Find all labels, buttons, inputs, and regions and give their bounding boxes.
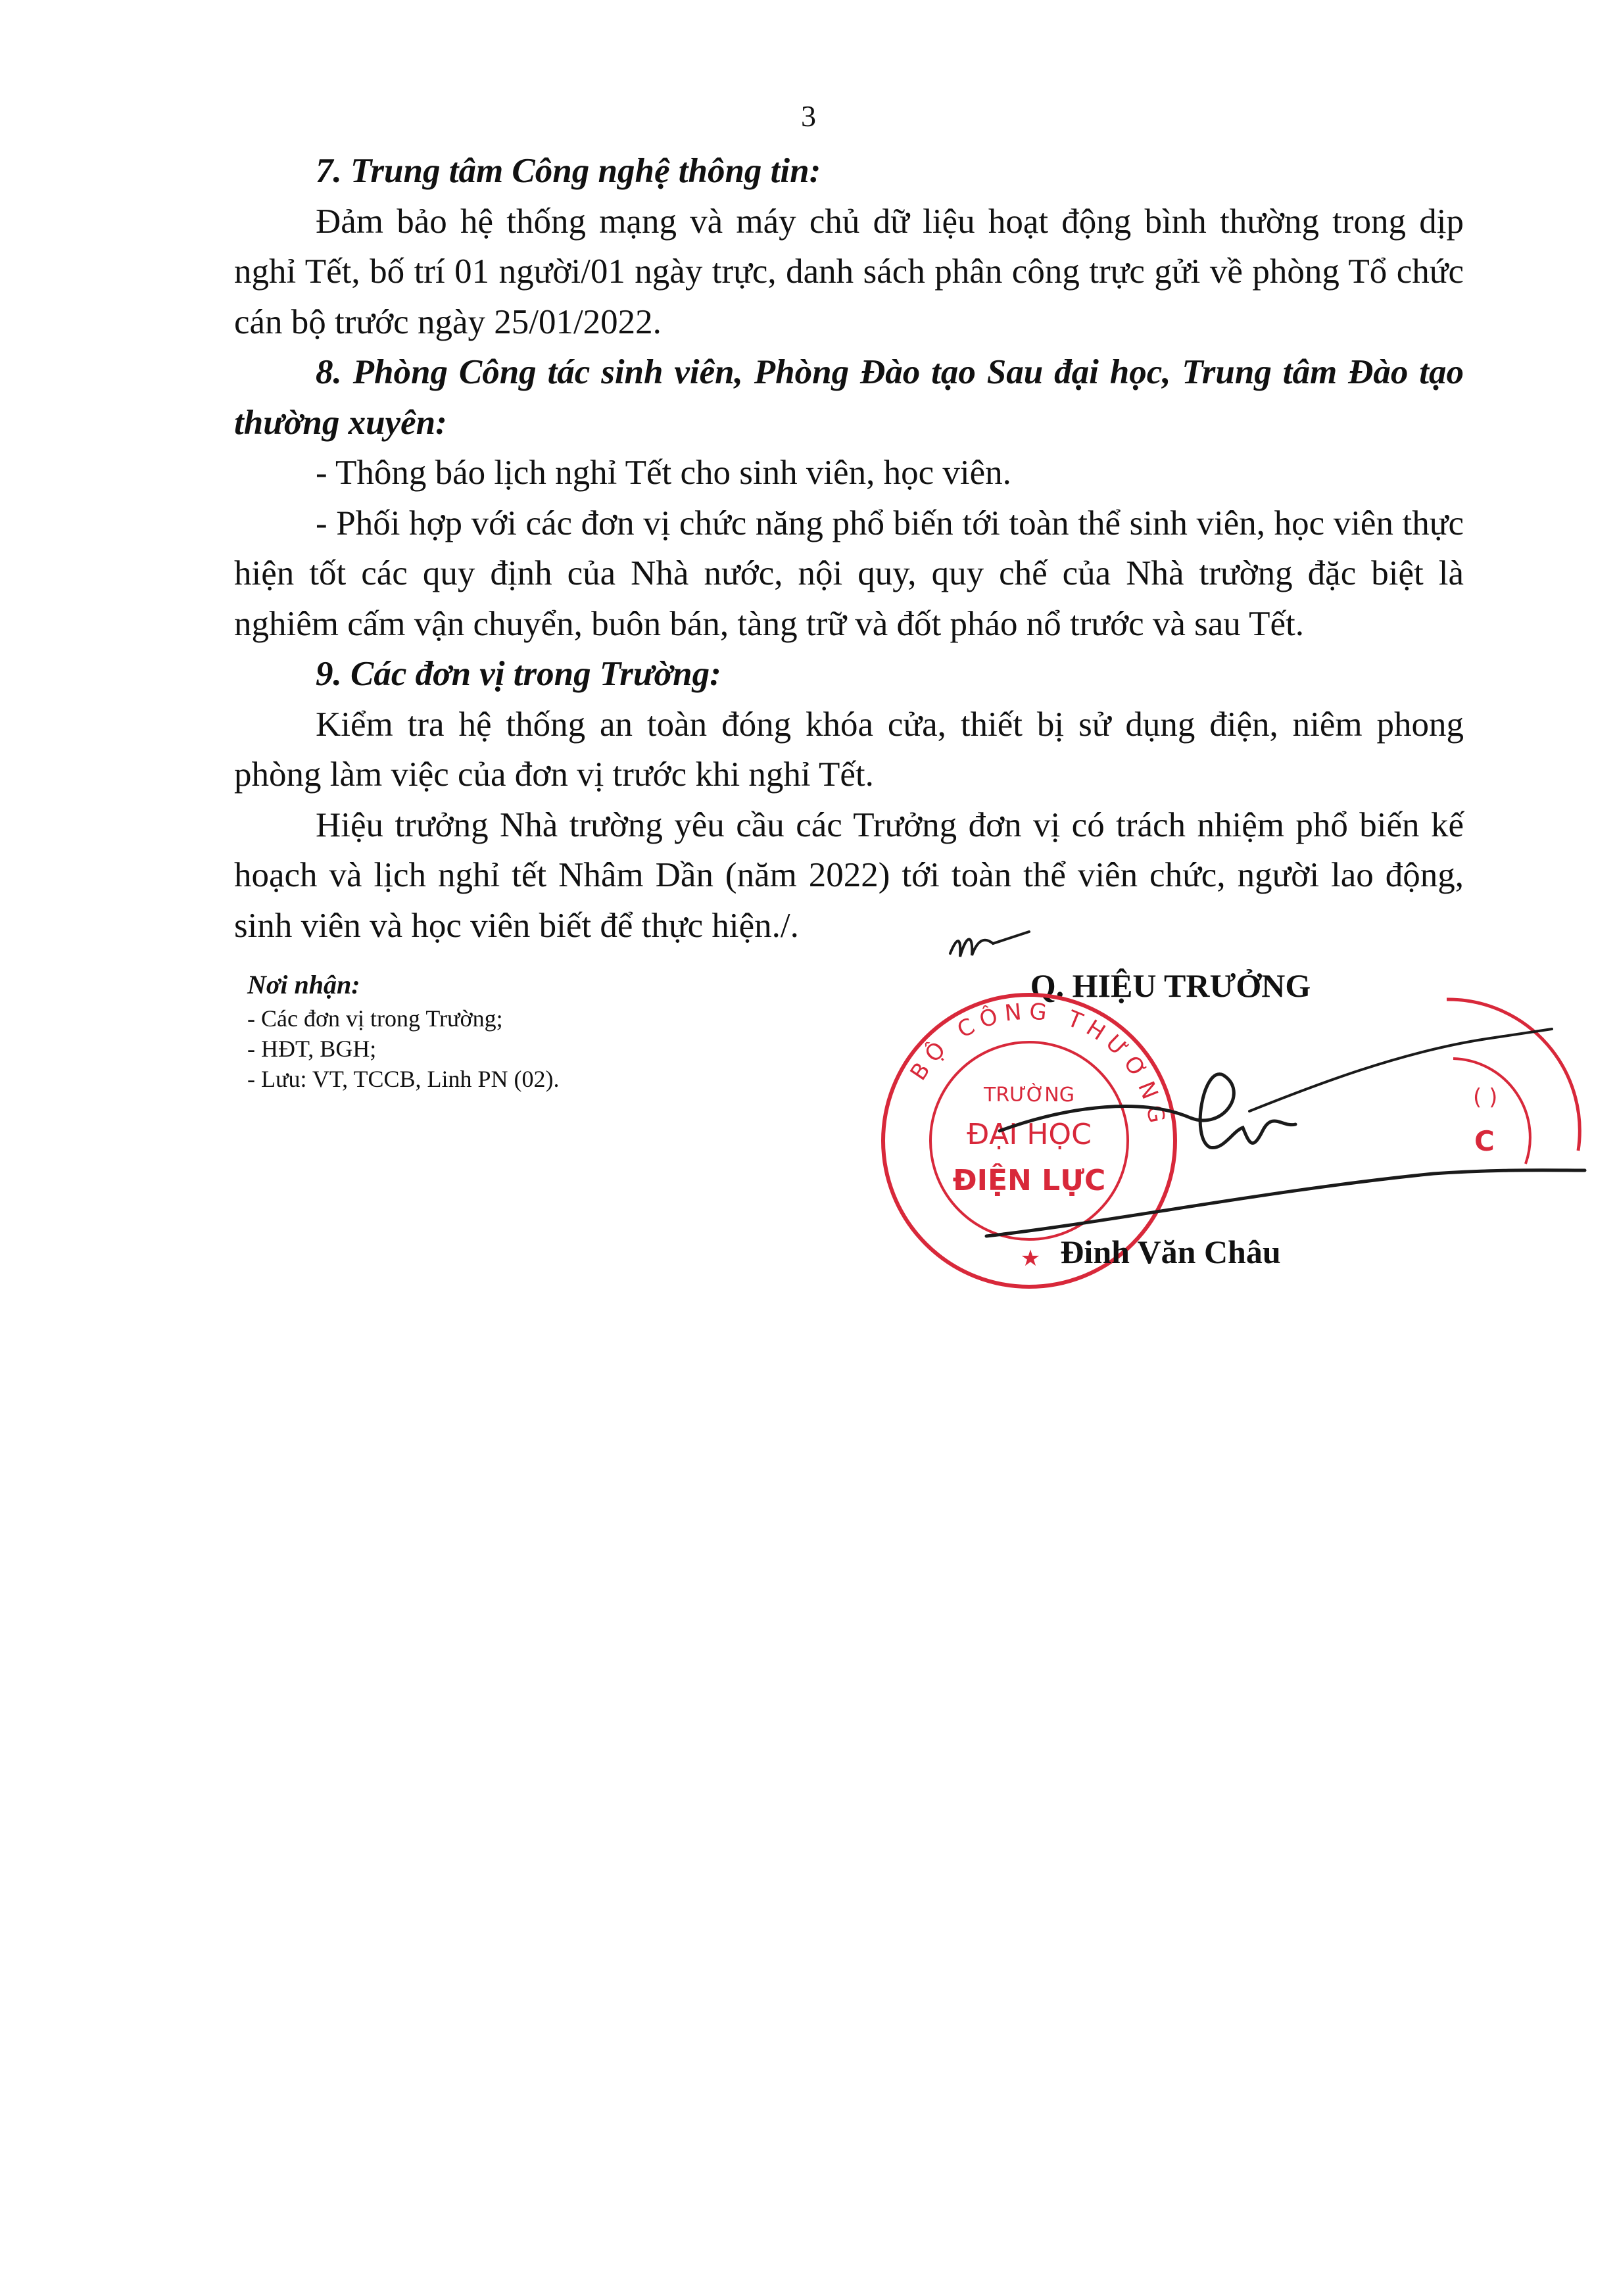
svg-text:C: C (1474, 1125, 1495, 1157)
paragraph: - Phối hợp với các đơn vị chức năng phổ biến tới toàn thể sinh viên, học viên thực hiện tốt các quy định của Nhà nước, nội quy, quy chế của Nhà trường đặc biệt là nghiêm cấm vận chuyển, buôn bán, tàng trữ và đốt pháo nổ trước và sau Tết. (234, 504, 1464, 643)
signature (973, 1013, 1591, 1249)
seal-line-3: ĐIỆN LỰC (952, 1164, 1106, 1197)
seal-line-2: ĐẠI HỌC (967, 1118, 1092, 1151)
handwritten-initial (947, 924, 1032, 963)
recipient-item: - HĐT, BGH; (247, 1036, 377, 1062)
seal-ring-text: BỘ CÔNG THƯƠNG (905, 998, 1171, 1132)
svg-text:( ): ( ) (1473, 1084, 1498, 1111)
section-heading-7: 7. Trung tâm Công nghệ thông tin: (316, 152, 821, 190)
recipient-item: - Các đơn vị trong Trường; (247, 1005, 503, 1032)
recipient-item: - Lưu: VT, TCCB, Linh PN (02). (247, 1066, 560, 1092)
signer-title: Q. HIỆU TRƯỞNG (1030, 967, 1311, 1004)
seal-line-1: TRƯỜNG (984, 1084, 1074, 1107)
closing-paragraph: Hiệu trưởng Nhà trường yêu cầu các Trưởng đơn vị có trách nhiệm phổ biến kế hoạch và lịch nghỉ tết Nhâm Dần (năm 2022) tới toàn thể viên chức, người lao động, sinh viên và học viên biết để thực hiện./. (234, 805, 1464, 945)
paragraph: Kiểm tra hệ thống an toàn đóng khóa cửa, thiết bị sử dụng điện, niêm phong phòng làm việc của đơn vị trước khi nghỉ Tết. (234, 705, 1464, 794)
section-heading-9: 9. Các đơn vị trong Trường: (316, 655, 721, 693)
section-heading-8: 8. Phòng Công tác sinh viên, Phòng Đào tạo Sau đại học, Trung tâm Đào tạo thường xuyên: (234, 353, 1464, 442)
document-body (234, 146, 1464, 951)
paragraph: - Thông báo lịch nghỉ Tết cho sinh viên, học viên. (316, 454, 1011, 492)
seal-star-icon: ★ (1020, 1245, 1041, 1272)
recipients-block (247, 967, 839, 1094)
recipients-label: Nơi nhận: (247, 970, 360, 999)
paragraph: Đảm bảo hệ thống mạng và máy chủ dữ liệu hoạt động bình thường trong dịp nghỉ Tết, bố trí 01 người/01 ngày trực, danh sách phân công trực gửi về phòng Tổ chức cán bộ trước ngày 25/01/2022. (234, 202, 1464, 341)
page-number: 3 (801, 99, 816, 133)
signer-name: Đinh Văn Châu (1060, 1233, 1281, 1270)
